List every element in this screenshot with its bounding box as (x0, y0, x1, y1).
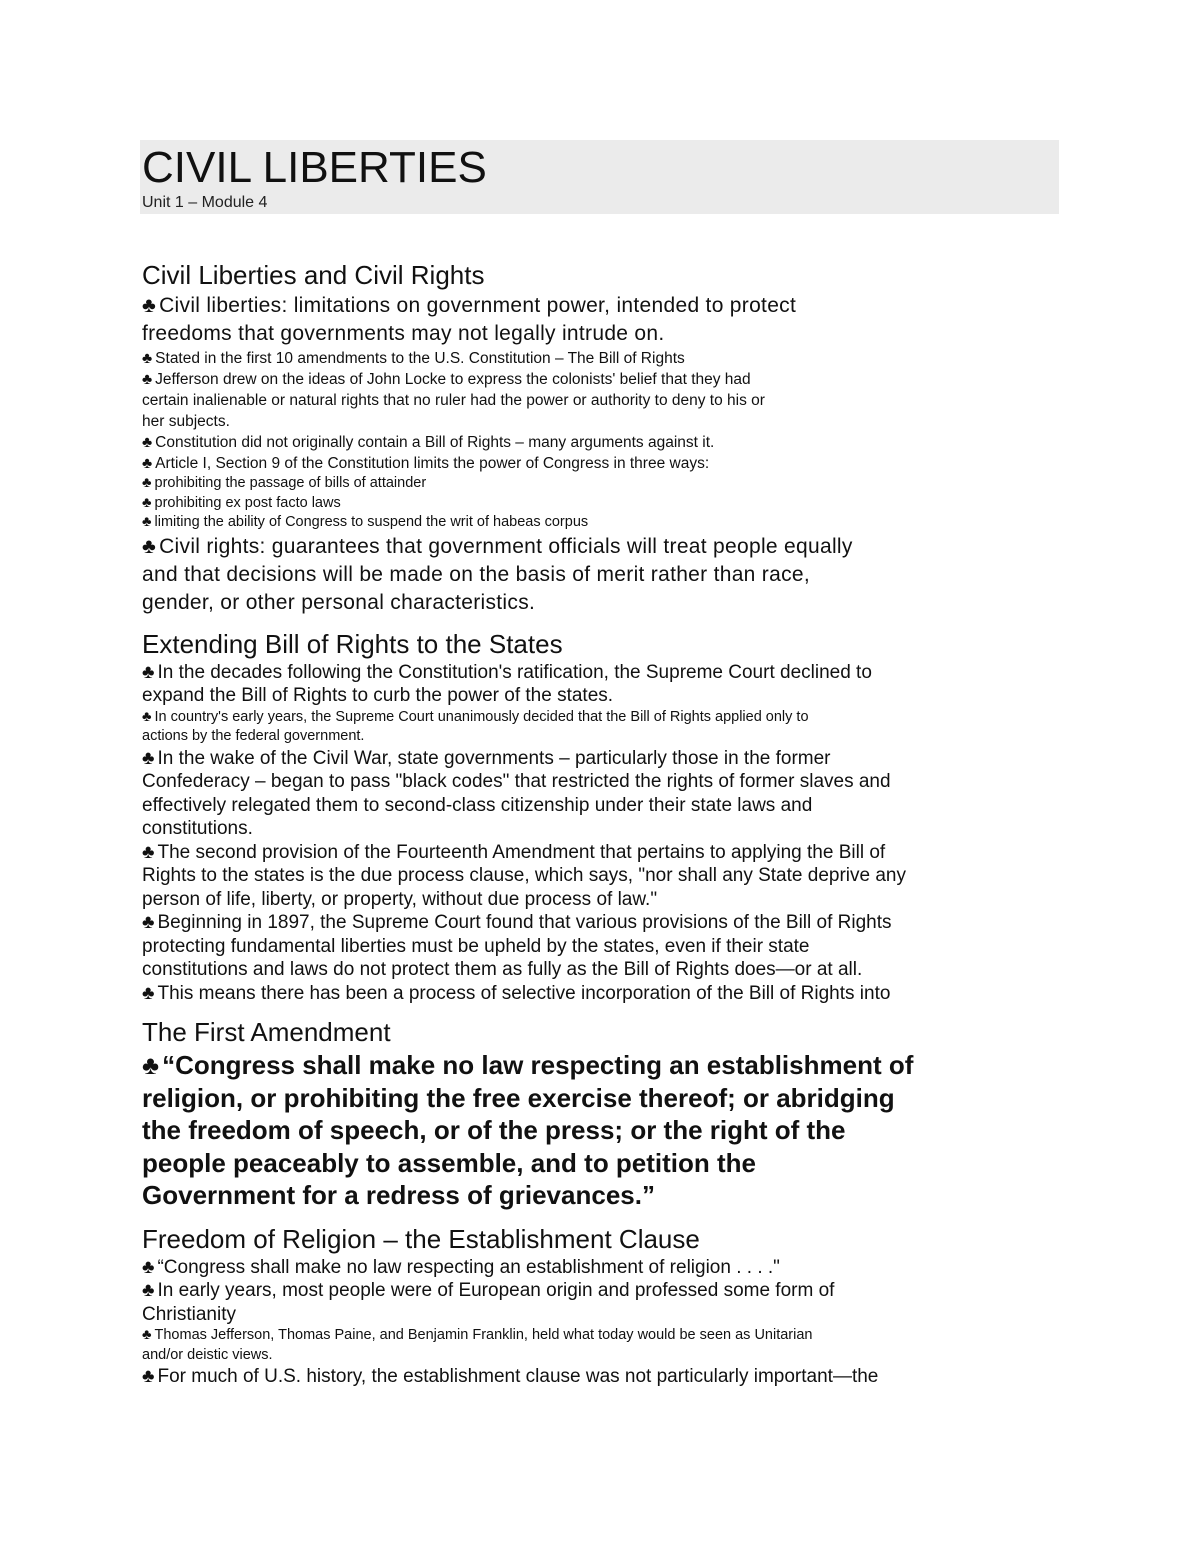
bullet-line: ♣ In the decades following the Constitution's ratification, the Supreme Court declined to (142, 661, 872, 683)
text-line: expand the Bill of Rights to curb the power of the states. (142, 685, 614, 706)
bullet-line: ♣ In the wake of the Civil War, state governments – particularly those in the former (142, 747, 831, 769)
bullet-line: ♣ “Congress shall make no law respecting an establishment of religion . . . ." (142, 1256, 780, 1278)
club-suit-icon: ♣ (142, 912, 155, 933)
bullet-line: ♣ Article I, Section 9 of the Constitution limits the power of Congress in three ways: (142, 455, 710, 472)
bullet-line: ♣ prohibiting ex post facto laws (142, 494, 982, 514)
document-subtitle: Unit 1 – Module 4 (142, 194, 268, 211)
text-line: constitutions and laws do not protect them as fully as the Bill of Rights does—or at all. (142, 959, 863, 980)
club-suit-icon: ♣ (142, 661, 155, 683)
text-line: actions by the federal government. (142, 728, 365, 744)
text-line: effectively relegated them to second-class citizenship under their state laws and (142, 794, 813, 816)
club-suit-icon: ♣ (142, 1256, 155, 1278)
club-suit-icon: ♣ (142, 708, 152, 725)
bullet-line: ♣ For much of U.S. history, the establishment clause was not particularly important—the (142, 1366, 879, 1387)
club-suit-icon: ♣ (142, 841, 155, 863)
bullet-line: ♣ The second provision of the Fourteenth Amendment that pertains to applying the Bill of (142, 841, 886, 863)
club-suit-icon: ♣ (142, 1327, 152, 1343)
club-suit-icon: ♣ (142, 455, 153, 472)
club-suit-icon: ♣ (142, 350, 153, 367)
club-suit-icon: ♣ (142, 294, 157, 317)
bullet-line: ♣ Stated in the first 10 amendments to the U.S. Constitution – The Bill of Rights (142, 350, 685, 367)
bullet-line: ♣ Beginning in 1897, the Supreme Court found that various provisions of the Bill of Rights (142, 912, 892, 933)
section-heading: Civil Liberties and Civil Rights (142, 260, 485, 290)
text-line: certain inalienable or natural rights that no ruler had the power or authority to deny to his or (142, 392, 765, 409)
bullet-line: ♣ prohibiting the passage of bills of attainder (142, 474, 982, 494)
bullet-line: ♣ Civil liberties: limitations on government power, intended to protect (142, 292, 982, 320)
club-suit-icon: ♣ (142, 1366, 155, 1387)
bullet-line: ♣ This means there has been a process of selective incorporation of the Bill of Rights into (142, 982, 891, 1004)
quote-line: Government for a redress of grievances.” (142, 1180, 655, 1210)
section-heading: Extending Bill of Rights to the States (142, 628, 563, 659)
club-suit-icon: ♣ (142, 475, 152, 491)
bullet-line: ♣ In early years, most people were of European origin and professed some form of (142, 1280, 835, 1301)
text-line: Confederacy – began to pass "black codes" that restricted the rights of former slaves and (142, 771, 891, 792)
text-line: Christianity (142, 1303, 236, 1325)
club-suit-icon: ♣ (142, 747, 155, 769)
text-line: gender, or other personal characteristics. (142, 590, 536, 614)
bullet-line: ♣ Civil rights: guarantees that government officials will treat people equally (142, 533, 982, 561)
section-heading: The First Amendment (142, 1017, 391, 1047)
section-heading: Freedom of Religion – the Establishment Clause (142, 1223, 700, 1254)
text-line: protecting fundamental liberties must be upheld by the states, even if their state (142, 935, 810, 957)
text-line: and that decisions will be made on the basis of merit rather than race, (142, 562, 810, 586)
document-body (142, 258, 982, 1389)
club-suit-icon: ♣ (142, 514, 152, 530)
bullet-line: ♣ In country's early years, the Supreme Court unanimously decided that the Bill of Rights applied only to (142, 708, 982, 728)
club-suit-icon: ♣ (142, 434, 153, 451)
document-title: CIVIL LIBERTIES (142, 143, 487, 192)
title-block (140, 140, 1059, 214)
club-suit-icon: ♣ (142, 982, 155, 1004)
bullet-line: ♣ Thomas Jefferson, Thomas Paine, and Benjamin Franklin, held what today would be seen as Unitarian (142, 1326, 982, 1346)
bullet-line: ♣ Jefferson drew on the ideas of John Locke to express the colonists' belief that they had (142, 371, 751, 388)
bullet-line: ♣ limiting the ability of Congress to suspend the writ of habeas corpus (142, 513, 982, 533)
quote-line: ♣ “Congress shall make no law respecting an establishment of (142, 1050, 914, 1080)
club-suit-icon: ♣ (142, 1050, 160, 1080)
quote-line: religion, or prohibiting the free exercise thereof; or abridging (142, 1082, 895, 1113)
club-suit-icon: ♣ (142, 371, 153, 388)
club-suit-icon: ♣ (142, 534, 157, 558)
text-line: Rights to the states is the due process clause, which says, "nor shall any State deprive any (142, 865, 906, 886)
quote-line: people peaceably to assemble, and to petition the (142, 1147, 757, 1178)
quote-line: the freedom of speech, or of the press; or the right of the (142, 1115, 846, 1145)
text-line: and/or deistic views. (142, 1346, 273, 1363)
bullet-line: ♣ Constitution did not originally contain a Bill of Rights – many arguments against it. (142, 434, 715, 451)
club-suit-icon: ♣ (142, 494, 152, 511)
text-line: constitutions. (142, 818, 253, 839)
text-line: freedoms that governments may not legally intrude on. (142, 322, 665, 345)
text-line: person of life, liberty, or property, without due process of law." (142, 888, 658, 910)
text-line: her subjects. (142, 413, 230, 430)
club-suit-icon: ♣ (142, 1280, 155, 1301)
